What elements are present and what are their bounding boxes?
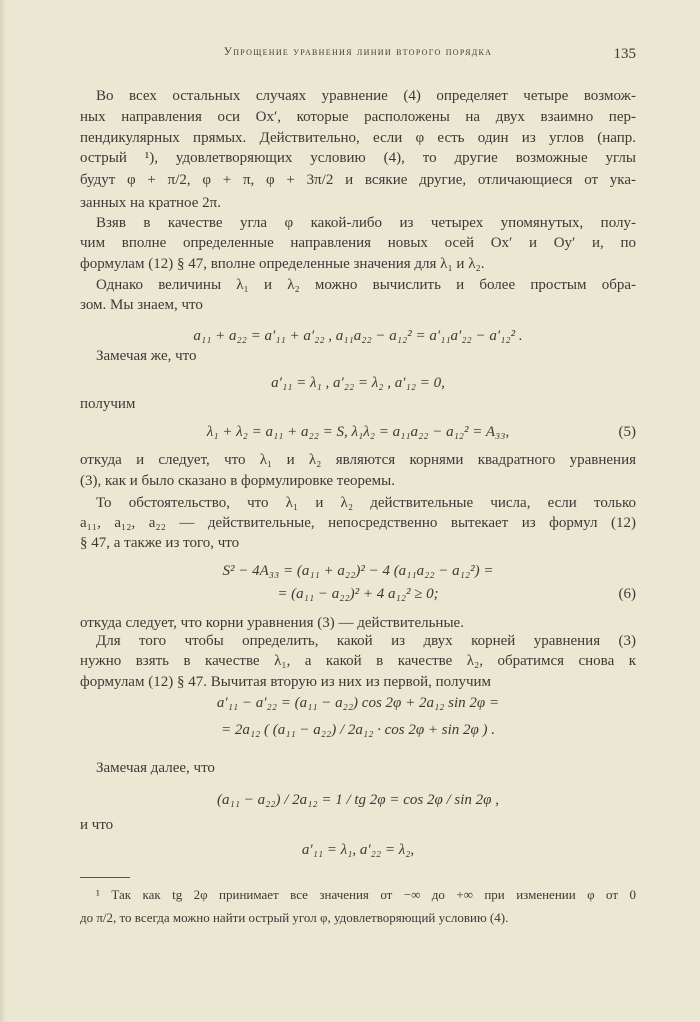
equation-number: (6) [618, 586, 636, 602]
text-line: ных направления оси Ox′, которые расположены на двух взаимно пер- [80, 109, 636, 125]
formula-line: (a₁₁ − a₂₂) / 2a₁₂ = 1 / tg 2φ = cos 2φ / sin 2φ , [217, 792, 499, 808]
text-line: a₁₁, a₁₂, a₂₂ — действительные, непосредственно вытекает из формул (12) [80, 515, 636, 531]
text-line: занных на кратное 2π. [80, 195, 221, 211]
formula-line: a′₁₁ = λ₁ , a′₂₂ = λ₂ , a′₁₂ = 0, [271, 375, 445, 391]
text-line: будут φ + π/2, φ + π, φ + 3π/2 и всякие другие, отличающиеся от ука- [80, 172, 636, 188]
equation-number: (5) [618, 424, 636, 440]
text-line: пендикулярных прямых. Действительно, если φ есть один из углов (напр. [80, 130, 636, 146]
text-line: зом. Мы знаем, что [80, 297, 203, 313]
running-header [80, 46, 636, 64]
text-line: Для того чтобы определить, какой из двух корней уравнения (3) [96, 633, 636, 649]
page-number: 135 [613, 46, 636, 62]
formula-line: a′₁₁ − a′₂₂ = (a₁₁ − a₂₂) cos 2φ + 2a₁₂ sin 2φ = [216, 695, 500, 711]
formula-line: S² − 4A₃₃ = (a₁₁ + a₂₂)² − 4 (a₁₁a₂₂ − a₁₂²) = [222, 563, 494, 579]
formula-line: a′₁₁ = λ₁, a′₂₂ = λ₂, [301, 842, 415, 858]
text-line: острый ¹), удовлетворяющих условию (4), то другие возможные углы [80, 150, 636, 166]
text-line: и что [80, 817, 114, 833]
text-line: Во всех остальных случаях уравнение (4) определяет четыре возмож- [96, 88, 636, 104]
text-line: Замечая далее, что [96, 760, 215, 776]
text-line: чим вполне определенные направления новых осей Ox′ и Oy′ и, по [80, 235, 636, 251]
text-line: То обстоятельство, что λ₁ и λ₂ действительные числа, если только [96, 495, 636, 511]
footnote-line: ¹ Так как tg 2φ принимает все значения от −∞ до +∞ при изменении φ от 0 [96, 887, 636, 902]
text-line: откуда следует, что корни уравнения (3) — действительные. [80, 615, 464, 631]
text-line: формулам (12) § 47, вполне определенные значения для λ₁ и λ₂. [80, 256, 485, 272]
text-line: нужно взять в качестве λ₁, а какой в качестве λ₂, обратимся снова к [80, 653, 636, 669]
page-edge-shadow [0, 0, 6, 1022]
running-header-title: Упрощение уравнения линии второго порядка [223, 46, 493, 58]
text-line: Однако величины λ₁ и λ₂ можно вычислить и более простым обра- [96, 277, 636, 293]
text-line: получим [80, 396, 136, 412]
text-line: формулам (12) § 47. Вычитая вторую из них из первой, получим [80, 674, 492, 690]
formula-line: a₁₁ + a₂₂ = a′₁₁ + a′₂₂ , a₁₁a₂₂ − a₁₂² = a′₁₁a′₂₂ − a′₁₂² . [193, 328, 523, 344]
text-line: § 47, а также из того, что [80, 535, 240, 551]
footnote-rule [80, 877, 130, 878]
formula-line: λ₁ + λ₂ = a₁₁ + a₂₂ = S, λ₁λ₂ = a₁₁a₂₂ − a₁₂² = A₃₃, [206, 424, 510, 440]
text-line: Замечая же, что [96, 348, 197, 364]
text-line: (3), как и было сказано в формулировке теоремы. [80, 473, 395, 489]
text-line: откуда и следует, что λ₁ и λ₂ являются корнями квадратного уравнения [80, 452, 636, 468]
formula-line: = (a₁₁ − a₂₂)² + 4 a₁₂² ≥ 0; [277, 586, 439, 602]
footnote-line: до π/2, то всегда можно найти острый угол φ, удовлетворяющий условию (4). [80, 910, 509, 925]
formula-line: = 2a₁₂ ( (a₁₁ − a₂₂) / 2a₁₂ · cos 2φ + sin 2φ ) . [220, 722, 496, 738]
text-line: Взяв в качестве угла φ какой-либо из четырех упомянутых, полу- [96, 215, 636, 231]
